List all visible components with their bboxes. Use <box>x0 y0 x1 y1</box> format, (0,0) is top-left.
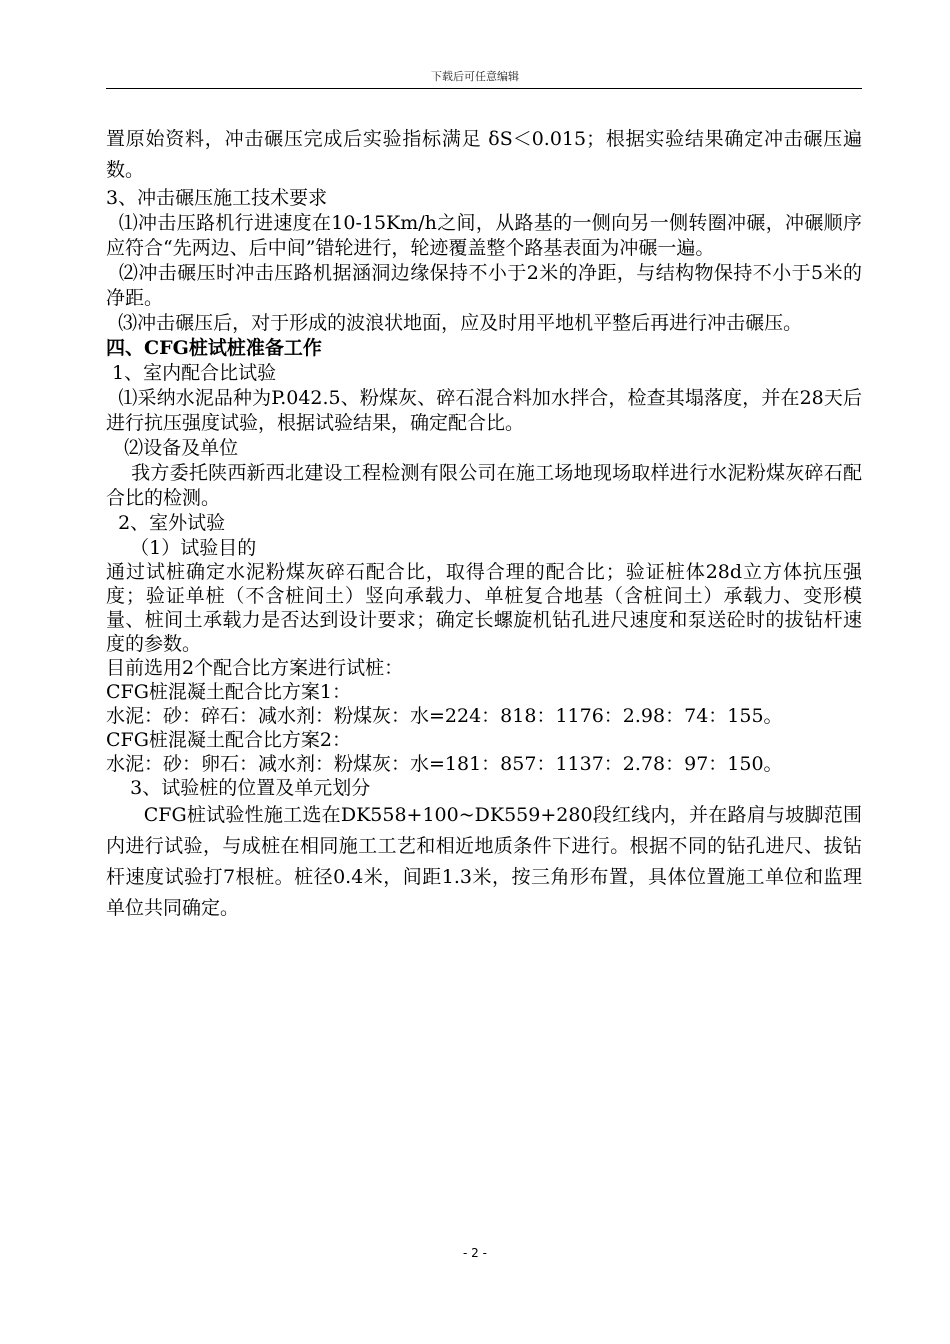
page-header: 下载后可任意编辑 <box>431 70 519 83</box>
heading-equipment-unit: ⑵设备及单位 <box>106 437 239 459</box>
paragraph-mix-plans-intro: 目前选用2个配合比方案进行试桩： <box>106 657 404 679</box>
paragraph-test-purpose: 通过试桩确定水泥粉煤灰碎石配合比，取得合理的配合比；验证桩体28d立方体抗压强度；验证单桩（不含桩间土）竖向承载力、单桩复合地基（含桩间土）承载力、变形模量、桩间土承载力是否达到设计要求；确定长螺旋机钻孔进尺速度和泵送砼时的拔钻杆速度的参数。 <box>106 561 862 655</box>
paragraph-cement-type: ⑴采纳水泥品种为P.042.5、粉煤灰、碎石混合料加水拌合，检查其塌落度，并在28天后进行抗压强度试验，根据试验结果，确定配合比。 <box>106 387 862 434</box>
heading-test-purpose: （1）试验目的 <box>106 537 257 559</box>
heading-mix-plan-2: CFG桩混凝土配合比方案2： <box>106 729 351 751</box>
heading-test-pile-location: 3、试验桩的位置及单元划分 <box>106 777 371 799</box>
paragraph-testing-company: 我方委托陕西新西北建设工程检测有限公司在施工场地现场取样进行水泥粉煤灰碎石配合比的检测。 <box>106 462 862 509</box>
paragraph-mix-plan-1-ratio: 水泥：砂：碎石：减水剂：粉煤灰：水=224：818：1176：2.98：74：155。 <box>106 705 783 727</box>
heading-outdoor-test: 2、室外试验 <box>106 512 226 534</box>
heading-mix-plan-1: CFG桩混凝土配合比方案1： <box>106 681 351 703</box>
paragraph-test-pile-location: CFG桩试验性施工选在DK558+100~DK559+280段红线内，并在路肩与坡脚范围内进行试验，与成桩在相同施工工艺和相近地质条件下进行。根据不同的钻孔进尺、拔钻杆速度试验打7根桩。桩径0.4米，间距1.3米，按三角形布置，具体位置施工单位和监理单位共同确定。 <box>106 804 862 919</box>
paragraph-mix-plan-2-ratio: 水泥：砂：卵石：减水剂：粉煤灰：水=181：857：1137：2.78：97：150。 <box>106 753 783 775</box>
paragraph-speed-requirement: ⑴冲击压路机行进速度在10-15Km/h之间，从路基的一侧向另一侧转圈冲碾，冲碾顺序应符合“先两边、后中间”错轮进行，轮迹覆盖整个路基表面为冲碾一遍。 <box>106 212 862 259</box>
document-body <box>106 124 862 924</box>
paragraph-original-data: 置原始资料，冲击碾压完成后实验指标满足 δS＜0.015；根据实验结果确定冲击碾压遍数。 <box>106 128 862 181</box>
heading-impact-compaction-requirements: 3、冲击碾压施工技术要求 <box>106 187 328 209</box>
section-heading-cfg-pile-preparation: 四、CFG桩试桩准备工作 <box>106 337 322 359</box>
page-number: - 2 - <box>463 1246 487 1260</box>
paragraph-leveling-requirement: ⑶冲击碾压后，对于形成的波浪状地面，应及时用平地机平整后再进行冲击碾压。 <box>106 312 803 334</box>
paragraph-clearance-requirement: ⑵冲击碾压时冲击压路机据涵洞边缘保持不小于2米的净距，与结构物保持不小于5米的净距。 <box>106 262 862 309</box>
heading-indoor-mix-test: 1、室内配合比试验 <box>106 362 277 384</box>
header-divider <box>106 88 862 89</box>
